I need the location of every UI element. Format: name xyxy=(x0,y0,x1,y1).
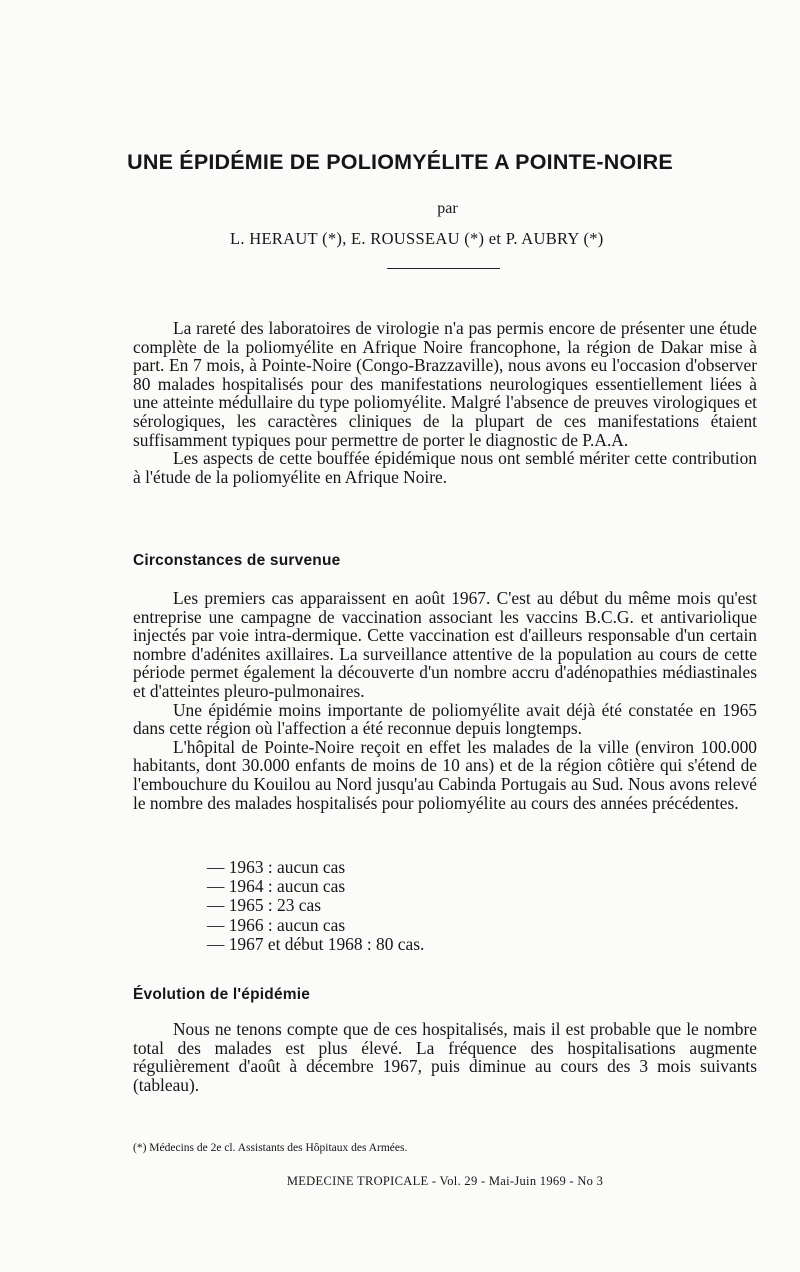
intro-section xyxy=(133,319,757,486)
list-item: — 1965 : 23 cas xyxy=(207,895,321,916)
footnote: (*) Médecins de 2e cl. Assistants des Hôpitaux des Armées. xyxy=(133,1142,408,1154)
intro-paragraph-2: Les aspects de cette bouffée épidémique nous ont semblé mériter cette contribution à l'étude de la poliomyélite en Afrique Noire. xyxy=(133,448,757,487)
list-item: — 1967 et début 1968 : 80 cas. xyxy=(207,933,425,954)
list-item: — 1964 : aucun cas xyxy=(207,876,346,897)
section-heading-evolution: Évolution de l'épidémie xyxy=(133,986,311,1003)
article-title: UNE ÉPIDÉMIE DE POLIOMYÉLITE A POINTE-NOIRE xyxy=(127,150,673,174)
list-item: — 1966 : aucun cas xyxy=(207,914,346,935)
list-item: — 1963 : aucun cas xyxy=(207,857,346,877)
intro-paragraph-1: La rareté des laboratoires de virologie n'a pas permis encore de présenter une étude complète de la poliomyélite en Afrique Noire francophone, la région de Dakar mise à part. En 7 mois, à Pointe-Noire (Congo-Brazzaville), nous avons eu l'occasion d'observer 80 malades hospitalisés pour des manifestations neurologiques essentiellement liées à une atteinte médullaire du type poliomyélite. Malgré l'absence de preuves virologiques et sérologiques, les caractères cliniques de la plupart de ces manifestations étaient suffisamment typiques pour permettre de porter le diagnostic de P.A.A. xyxy=(133,318,757,450)
section2-body xyxy=(133,1020,757,1094)
yearly-cases-list xyxy=(207,858,424,954)
section1-paragraph-2: Une épidémie moins importante de poliomyélite avait déjà été constatée en 1965 dans cette région où l'affection a été reconnue depuis longtemps. xyxy=(133,699,757,739)
byline-authors: L. HERAUT (*), E. ROUSSEAU (*) et P. AUBRY (*) xyxy=(230,229,604,248)
section1-body xyxy=(133,589,757,812)
journal-footer: MEDECINE TROPICALE - Vol. 29 - Mai-Juin 1969 - No 3 xyxy=(286,1174,604,1188)
title-divider xyxy=(387,268,500,269)
section-heading-circonstances: Circonstances de survenue xyxy=(133,552,341,569)
byline-par: par xyxy=(437,200,458,217)
section1-paragraph-1: Les premiers cas apparaissent en août 1967. C'est au début du même mois qu'est entreprise une campagne de vaccination associant les vaccins B.C.G. et antivariolique injectés par voie intra-dermique. Cette vaccination est d'ailleurs responsable d'un certain nombre d'adénites axillaires. La surveillance attentive de la population au cours de cette période permet également la découverte d'un nombre accru d'adénopathies médiastinales et d'atteintes pleuro-pulmonaires. xyxy=(133,588,757,701)
section2-paragraph-1: Nous ne tenons compte que de ces hospitalisés, mais il est probable que le nombre total des malades est plus élevé. La fréquence des hospitalisations augmente régulièrement d'août à décembre 1967, puis diminue au cours des 3 mois suivants (tableau). xyxy=(133,1019,757,1095)
section1-paragraph-3: L'hôpital de Pointe-Noire reçoit en effet les malades de la ville (environ 100.000 habitants, dont 30.000 enfants de moins de 10 ans) et de la région côtière qui s'étend de l'embouchure du Kouilou au Nord jusqu'au Cabinda Portugais au Sud. Nous avons relevé le nombre des malades hospitalisés pour poliomyélite au cours des années précédentes. xyxy=(133,736,757,813)
